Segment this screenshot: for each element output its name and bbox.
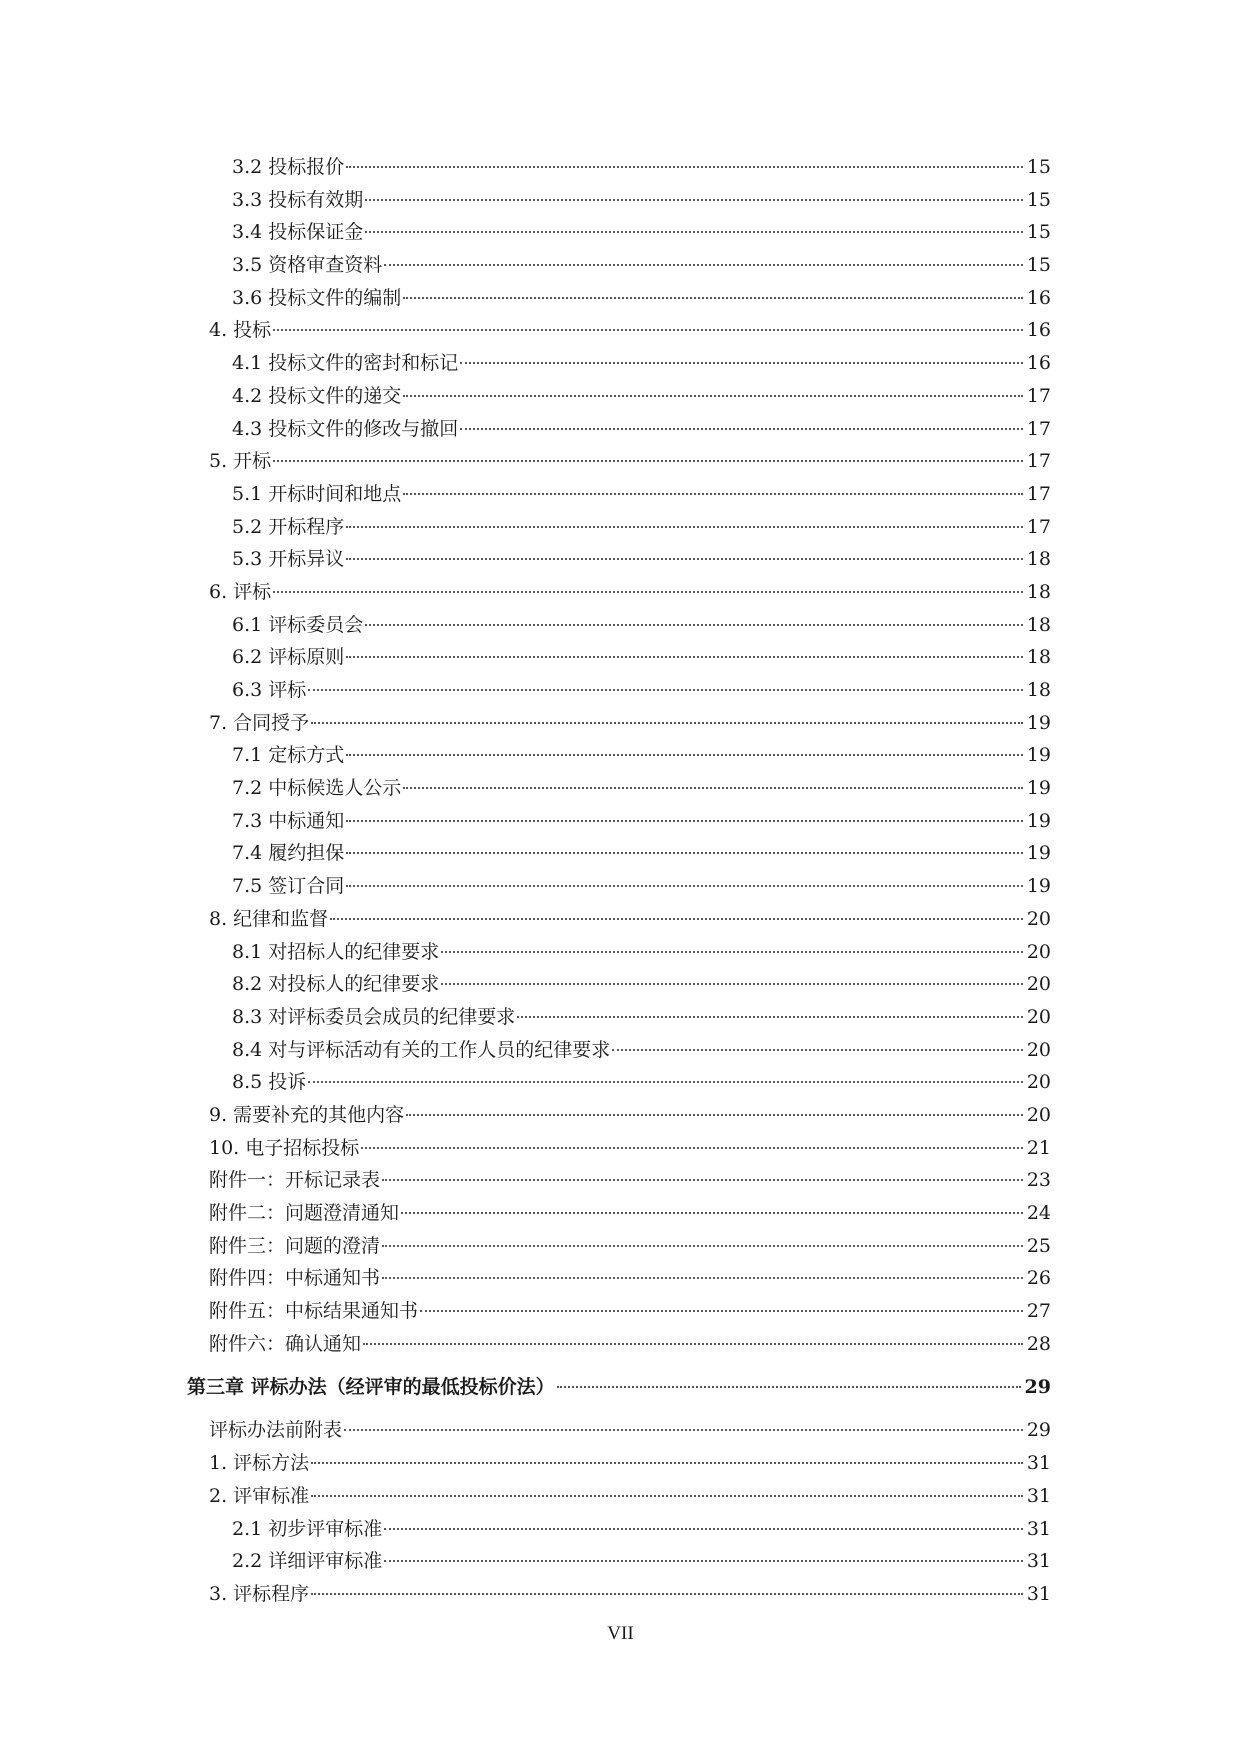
toc-entry[interactable] <box>0 249 1241 282</box>
toc-entry-label: 6. 评标 <box>209 580 272 603</box>
toc-entry[interactable] <box>0 674 1241 707</box>
toc-dot-leader <box>403 493 1023 495</box>
toc-page-number: 25 <box>1025 1230 1051 1263</box>
toc-entry-label: 4. 投标 <box>209 319 272 342</box>
toc-dot-leader <box>346 656 1023 658</box>
toc-page-number: 31 <box>1025 1480 1051 1513</box>
toc-page-number: 27 <box>1025 1295 1051 1328</box>
toc-dot-leader <box>363 1343 1023 1345</box>
toc-dot-leader <box>344 1429 1023 1431</box>
toc-entry-label: 4.2 投标文件的递交 <box>232 384 402 407</box>
toc-entry[interactable] <box>0 936 1241 969</box>
toc-dot-leader <box>330 918 1023 920</box>
toc-page-number: 16 <box>1025 314 1051 347</box>
toc-dot-leader <box>311 722 1023 724</box>
toc-page-number: 18 <box>1025 576 1051 609</box>
table-of-contents <box>0 151 1241 1611</box>
toc-entry-label: 7.2 中标候选人公示 <box>232 777 402 800</box>
toc-entry[interactable] <box>0 641 1241 674</box>
toc-dot-leader <box>517 1016 1023 1018</box>
toc-dot-leader <box>403 297 1023 299</box>
toc-page-number: 23 <box>1025 1164 1051 1197</box>
toc-dot-leader <box>384 264 1023 266</box>
toc-page-number: 29 <box>1023 1364 1051 1410</box>
toc-dot-leader <box>403 395 1023 397</box>
toc-entry[interactable] <box>0 870 1241 903</box>
toc-page-number: 17 <box>1025 445 1051 478</box>
toc-entry[interactable] <box>0 216 1241 249</box>
toc-entry-label: 7.4 履约担保 <box>232 842 345 865</box>
toc-entry-label: 8.5 投诉 <box>232 1071 307 1094</box>
toc-entry[interactable] <box>0 1262 1241 1295</box>
toc-entry-label: 2. 评审标准 <box>209 1484 310 1507</box>
toc-dot-leader <box>612 1049 1023 1051</box>
toc-dot-leader <box>311 1495 1023 1497</box>
toc-dot-leader <box>346 885 1023 887</box>
toc-page-number: 31 <box>1025 1578 1051 1611</box>
toc-entry[interactable] <box>0 314 1241 347</box>
toc-page-number: 20 <box>1025 1066 1051 1099</box>
toc-entry-label: 第三章 评标办法（经评审的最低投标价法） <box>187 1376 555 1399</box>
toc-entry-label: 附件五：中标结果通知书 <box>209 1300 419 1323</box>
toc-dot-leader <box>311 1593 1023 1595</box>
toc-dot-leader <box>382 1277 1023 1279</box>
toc-entry[interactable] <box>0 1034 1241 1067</box>
toc-page-number: 18 <box>1025 674 1051 707</box>
toc-page-number: 18 <box>1025 543 1051 576</box>
toc-entry-label: 5.1 开标时间和地点 <box>232 482 402 505</box>
toc-page-number: 15 <box>1025 216 1051 249</box>
toc-entry-label: 3.5 资格审查资料 <box>232 254 383 277</box>
toc-entry[interactable] <box>0 1230 1241 1263</box>
toc-entry-label: 8. 纪律和监督 <box>209 907 329 930</box>
toc-entry[interactable] <box>0 282 1241 315</box>
toc-entry[interactable] <box>0 1480 1241 1513</box>
toc-entry[interactable] <box>0 543 1241 576</box>
toc-entry[interactable] <box>0 968 1241 1001</box>
toc-entry[interactable] <box>0 1066 1241 1099</box>
toc-page-number: 20 <box>1025 1099 1051 1132</box>
toc-entry-label: 附件六：确认通知 <box>209 1332 362 1355</box>
toc-entry[interactable] <box>0 347 1241 380</box>
toc-page-number: 15 <box>1025 151 1051 184</box>
toc-dot-leader <box>441 951 1023 953</box>
toc-entry[interactable] <box>0 478 1241 511</box>
toc-entry-label: 7.3 中标通知 <box>232 809 345 832</box>
toc-dot-leader <box>346 166 1023 168</box>
toc-page-number: 19 <box>1025 805 1051 838</box>
toc-dot-leader <box>460 428 1023 430</box>
toc-page-number: 26 <box>1025 1262 1051 1295</box>
toc-entry[interactable] <box>0 707 1241 740</box>
toc-entry-label: 5. 开标 <box>209 450 272 473</box>
toc-page-number: 17 <box>1025 478 1051 511</box>
toc-page-number: 17 <box>1025 413 1051 446</box>
toc-entry[interactable] <box>0 609 1241 642</box>
toc-dot-leader <box>460 362 1023 364</box>
toc-entry[interactable] <box>0 1578 1241 1611</box>
toc-entry-label: 附件四：中标通知书 <box>209 1267 381 1290</box>
toc-page-number: 29 <box>1025 1414 1051 1447</box>
toc-dot-leader <box>311 1462 1023 1464</box>
toc-entry-label: 3.3 投标有效期 <box>232 188 364 211</box>
toc-entry[interactable] <box>0 739 1241 772</box>
toc-entry-label: 评标办法前附表 <box>209 1419 343 1442</box>
toc-entry-label: 附件三：问题的澄清 <box>209 1234 381 1257</box>
toc-page-number: 20 <box>1025 903 1051 936</box>
toc-page-number: 31 <box>1025 1545 1051 1578</box>
toc-page-number: 17 <box>1025 511 1051 544</box>
toc-entry[interactable] <box>0 511 1241 544</box>
toc-dot-leader <box>346 820 1023 822</box>
toc-entry-label: 6.2 评标原则 <box>232 646 345 669</box>
toc-page-number: 19 <box>1025 772 1051 805</box>
toc-dot-leader <box>346 558 1023 560</box>
toc-entry-label: 4.1 投标文件的密封和标记 <box>232 352 459 375</box>
toc-entry[interactable] <box>0 576 1241 609</box>
toc-entry-label: 4.3 投标文件的修改与撤回 <box>232 417 459 440</box>
toc-entry-label: 附件二：问题澄清通知 <box>209 1202 400 1224</box>
toc-page-number: 15 <box>1025 249 1051 282</box>
toc-page-number: 19 <box>1025 837 1051 870</box>
toc-page-number: 21 <box>1025 1132 1051 1165</box>
toc-entry[interactable] <box>0 1447 1241 1480</box>
toc-entry-label: 2.1 初步评审标准 <box>232 1517 383 1540</box>
toc-dot-leader <box>403 787 1023 789</box>
toc-entry-label: 7.1 定标方式 <box>232 744 345 767</box>
toc-entry-label: 3.4 投标保证金 <box>232 221 364 244</box>
toc-entry[interactable] <box>0 1132 1241 1165</box>
toc-entry-label: 附件一：开标记录表 <box>209 1169 381 1192</box>
toc-page-number: 19 <box>1025 870 1051 903</box>
toc-entry[interactable] <box>0 1001 1241 1034</box>
toc-page-number: 18 <box>1025 609 1051 642</box>
toc-entry-label: 8.2 对投标人的纪律要求 <box>232 973 440 996</box>
toc-page-number: 20 <box>1025 936 1051 969</box>
toc-entry[interactable] <box>0 151 1241 184</box>
toc-page-number: 31 <box>1025 1513 1051 1546</box>
toc-page-number: 17 <box>1025 380 1051 413</box>
toc-dot-leader <box>384 1528 1023 1530</box>
toc-entry-label: 10. 电子招标投标 <box>209 1136 360 1159</box>
toc-entry[interactable] <box>0 184 1241 217</box>
toc-dot-leader <box>406 1114 1023 1116</box>
toc-dot-leader <box>382 1245 1023 1247</box>
toc-page-number: 16 <box>1025 347 1051 380</box>
toc-page-number: 20 <box>1025 1001 1051 1034</box>
toc-entry-label: 3.6 投标文件的编制 <box>232 286 402 309</box>
toc-entry-label: 8.3 对评标委员会成员的纪律要求 <box>232 1005 516 1028</box>
toc-entry[interactable] <box>0 1328 1241 1361</box>
toc-page-number: 20 <box>1025 1034 1051 1067</box>
toc-dot-leader <box>308 689 1023 691</box>
toc-entry-label: 8.4 对与评标活动有关的工作人员的纪律要求 <box>232 1038 611 1061</box>
toc-dot-leader <box>273 329 1023 331</box>
toc-entry[interactable] <box>0 445 1241 478</box>
toc-page-number: 16 <box>1025 282 1051 315</box>
toc-entry[interactable] <box>0 1295 1241 1328</box>
toc-entry[interactable] <box>0 1414 1241 1447</box>
toc-page-number: 19 <box>1025 707 1051 740</box>
toc-entry-label: 7. 合同授予 <box>209 711 310 734</box>
toc-page-number: 15 <box>1025 184 1051 217</box>
toc-entry[interactable] <box>0 805 1241 838</box>
toc-dot-leader <box>557 1386 1021 1388</box>
toc-page-number: 31 <box>1025 1447 1051 1480</box>
toc-dot-leader <box>365 231 1023 233</box>
toc-dot-leader <box>361 1147 1023 1149</box>
toc-entry[interactable] <box>0 413 1241 446</box>
toc-dot-leader <box>420 1310 1023 1312</box>
toc-entry[interactable] <box>0 1164 1241 1197</box>
toc-entry[interactable] <box>0 837 1241 870</box>
toc-page-number: 24 <box>1025 1197 1051 1230</box>
toc-entry-label: 5.2 开标程序 <box>232 515 345 538</box>
toc-entry[interactable] <box>0 1099 1241 1132</box>
toc-entry[interactable] <box>0 380 1241 413</box>
toc-dot-leader <box>273 460 1023 462</box>
toc-entry[interactable] <box>0 1545 1241 1578</box>
toc-entry-label: 9. 需要补充的其他内容 <box>209 1103 405 1126</box>
toc-entry-label: 1. 评标方法 <box>209 1452 310 1475</box>
toc-dot-leader <box>308 1081 1023 1083</box>
toc-dot-leader <box>365 624 1023 626</box>
toc-entry-label: 8.1 对招标人的纪律要求 <box>232 940 440 963</box>
toc-dot-leader <box>346 526 1023 528</box>
toc-dot-leader <box>273 591 1023 593</box>
toc-dot-leader <box>346 852 1023 854</box>
toc-dot-leader <box>384 1560 1023 1562</box>
toc-entry-label: 6.1 评标委员会 <box>232 613 364 636</box>
toc-entry-label: 3. 评标程序 <box>209 1582 310 1605</box>
toc-entry-label: 7.5 签订合同 <box>232 875 345 898</box>
toc-entry[interactable] <box>0 903 1241 936</box>
toc-dot-leader <box>382 1179 1023 1181</box>
toc-page-number: 20 <box>1025 968 1051 1001</box>
toc-chapter-entry[interactable] <box>0 1364 1241 1410</box>
toc-entry-label: 5.3 开标异议 <box>232 548 345 571</box>
toc-entry[interactable] <box>0 1513 1241 1546</box>
toc-dot-leader <box>346 754 1023 756</box>
toc-page-number: 18 <box>1025 641 1051 674</box>
toc-page-number: 19 <box>1025 739 1051 772</box>
toc-entry[interactable] <box>0 1197 1241 1230</box>
toc-entry[interactable] <box>0 772 1241 805</box>
toc-entry-label: 2.2 详细评审标准 <box>232 1550 383 1573</box>
toc-page-number: 28 <box>1025 1328 1051 1361</box>
toc-entry-label: 6.3 评标 <box>232 679 307 701</box>
toc-entry-label: 3.2 投标报价 <box>232 156 345 178</box>
page-number: VII <box>607 1623 634 1644</box>
toc-dot-leader <box>441 983 1023 985</box>
toc-dot-leader <box>401 1212 1023 1214</box>
toc-dot-leader <box>365 199 1023 201</box>
